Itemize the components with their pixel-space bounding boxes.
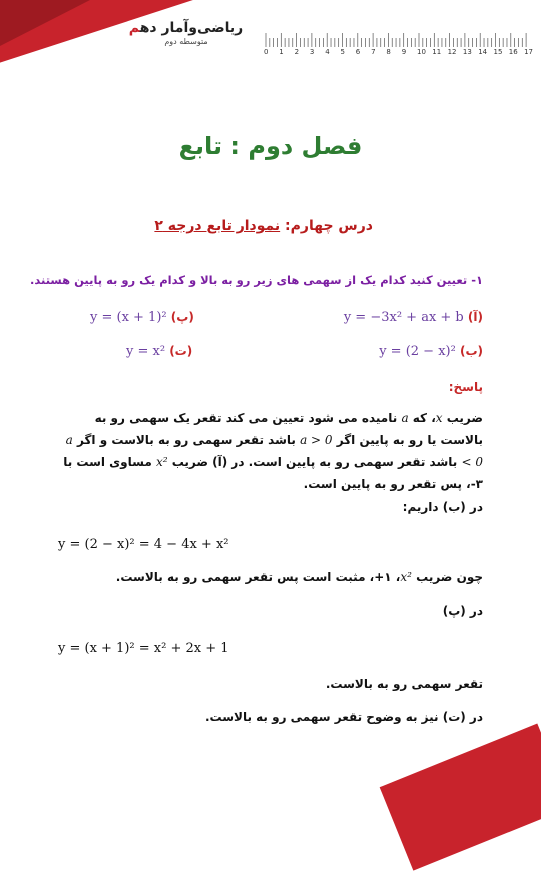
equation-t-expr: y = x²	[126, 344, 166, 359]
equation-a-expr: y = −3x² + ax + b	[343, 310, 464, 325]
ruler-number: 13	[462, 48, 472, 56]
ruler-number: 9	[401, 48, 407, 56]
lesson-prefix: درس چهارم:	[280, 218, 373, 234]
logo	[126, 20, 246, 54]
chapter-title: فصل دوم : تابع	[178, 132, 363, 160]
math-condition: a > 0	[300, 433, 333, 447]
equation-a	[344, 310, 483, 325]
equation-p-label: (پ)	[170, 310, 194, 324]
ruler-number: 14	[478, 48, 488, 56]
ruler-number: 3	[309, 48, 315, 56]
answer-text: نامیده می شود تعیین می کند تقعر یک سهمی رو به بالاست یا رو به پایین اگر	[94, 411, 483, 447]
ruler-number: 10	[417, 48, 426, 56]
ruler-number: 12	[447, 48, 457, 56]
part-b-formula: y = (2 − x)² = 4 − 4x + x²	[58, 537, 229, 552]
part-p-intro: در (پ)	[442, 604, 483, 618]
answer-text: ، ۱+، مثبت است پس تقعر سهمی رو به بالاست.	[115, 570, 401, 584]
math-var: x²	[155, 455, 168, 469]
ruler-number: 6	[355, 48, 361, 56]
equation-b	[379, 344, 483, 359]
ruler-number: 1	[279, 48, 284, 56]
ruler-number: 15	[493, 48, 503, 56]
equation-t-label: (ت)	[169, 344, 193, 358]
answer-text: باشد تقعر سهمی رو به بالاست و اگر	[72, 433, 301, 447]
equation-b-expr: y = (2 − x)²	[379, 344, 456, 359]
question-text: ۱- تعیین کنید کدام یک از سهمی های زیر رو به بالا و کدام یک رو به پایین هستند.	[30, 273, 483, 287]
part-t-result: در (ت) نیز به وضوح تقعر سهمی رو به بالاست.	[204, 710, 483, 724]
math-var: x²	[400, 570, 412, 584]
part-p-result: تقعر سهمی رو به بالاست.	[325, 677, 483, 691]
part-p-formula: y = (x + 1)² = x² + 2x + 1	[58, 641, 229, 656]
math-var: a	[401, 411, 409, 425]
answer-text: باشد تقعر سهمی رو به پایین است. در (آ) ضریب	[167, 455, 462, 469]
ruler-number: 16	[508, 48, 518, 56]
answer-text: ضریب	[442, 411, 483, 425]
answer-label: پاسخ:	[448, 380, 483, 394]
ruler-number: 8	[386, 48, 391, 56]
math-var: x	[435, 411, 443, 425]
answer-text: چون ضریب	[411, 570, 483, 584]
math-condition: a < 0	[65, 433, 483, 469]
equation-b-label: (ب)	[459, 344, 483, 358]
ruler-number: 11	[432, 48, 442, 56]
equation-t	[126, 344, 192, 359]
lesson-heading	[154, 218, 373, 234]
answer-paragraph	[53, 407, 483, 495]
ruler-number: 7	[371, 48, 376, 56]
ruler-number: 17	[524, 48, 534, 56]
corner-banner-bottom-right	[380, 724, 541, 871]
part-b-intro: در (ب) داریم:	[402, 500, 483, 514]
part-b-result	[116, 570, 483, 584]
equation-p	[90, 310, 194, 325]
logo-title-accent: م	[128, 20, 140, 36]
answer-text: مساوی است با ۳-، پس تقعر رو به پایین است.	[63, 455, 483, 491]
logo-subtitle: متوسطه دوم	[164, 37, 208, 46]
ruler-number: 2	[294, 48, 300, 56]
ruler-number: 4	[325, 48, 330, 56]
answer-text: ، که	[408, 411, 436, 425]
ruler-numbers	[262, 48, 534, 60]
logo-title-main: ریاضی‌وآمار ده	[139, 20, 244, 36]
ruler-number: 5	[340, 48, 345, 56]
ruler-ticks	[262, 30, 534, 48]
ruler-number: 0	[264, 48, 269, 56]
equation-a-label: (آ)	[467, 310, 483, 324]
equation-p-expr: y = (x + 1)²	[90, 310, 167, 325]
ruler	[262, 30, 534, 60]
logo-title	[126, 20, 246, 36]
lesson-title: نمودار تابع درجه ۲	[154, 218, 281, 234]
